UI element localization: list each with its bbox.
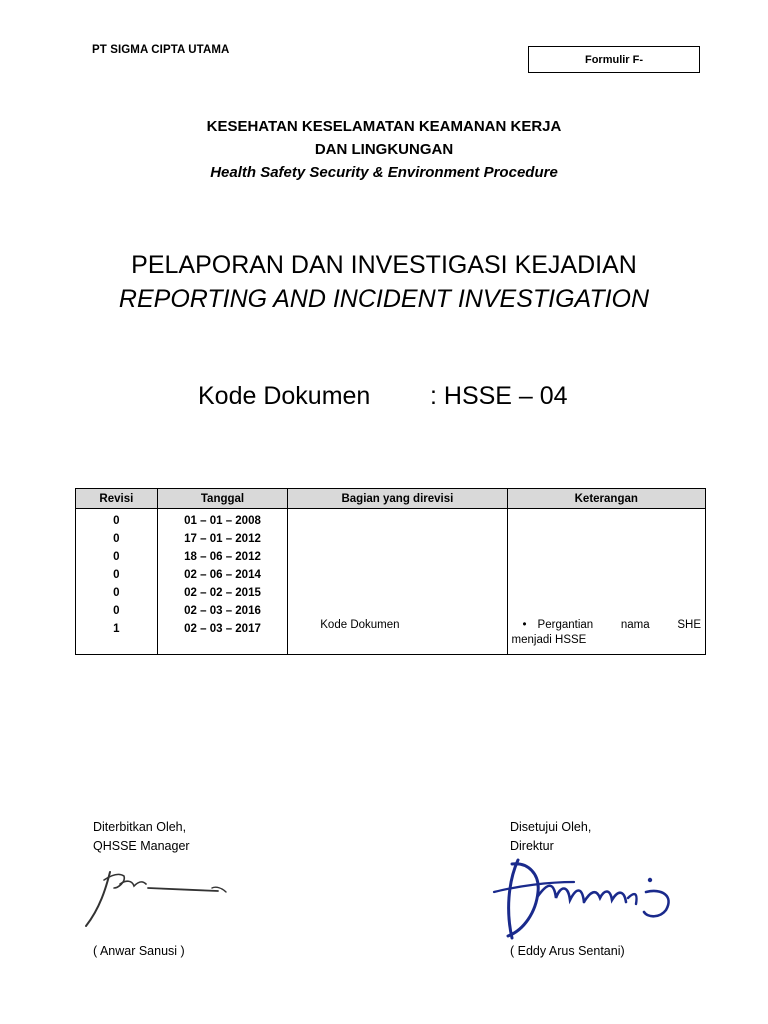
header-tanggal: Tanggal [157,489,288,509]
revision-date: 02 – 03 – 2016 [184,605,261,617]
revision-number: 0 [113,587,120,599]
note-cell [507,509,705,655]
issued-by-role: QHSSE Manager [93,839,190,853]
table-row [76,509,706,655]
bullet-icon: • [522,619,527,631]
revision-number: 0 [113,551,120,563]
revision-date: 02 – 06 – 2014 [184,569,261,581]
revision-date: 01 – 01 – 2008 [184,515,261,527]
revision-table-header [76,489,706,509]
revision-numbers-cell [76,509,158,655]
revision-number: 0 [113,533,120,545]
document-code-label: Kode Dokumen [198,382,371,410]
header-bagian: Bagian yang direvisi [288,489,507,509]
heading-line-2: DAN LINGKUNGAN [314,141,454,158]
issuer-signature [80,858,240,930]
note-line-1: Pergantian nama SHE [537,619,701,631]
procedure-heading [0,115,768,184]
revision-date: 02 – 02 – 2015 [184,587,261,599]
document-code [198,382,568,411]
revision-date: 02 – 03 – 2017 [184,623,261,635]
issued-by-label: Diterbitkan Oleh, [93,820,187,834]
document-title [0,248,768,316]
heading-line-english: Health Safety Security & Environment Procedure [210,164,558,181]
approved-by-label: Disetujui Oleh, [510,820,592,834]
revision-date: 17 – 01 – 2012 [184,533,261,545]
revision-number: 0 [113,515,120,527]
header-keterangan: Keterangan [507,489,705,509]
approved-by-role: Direktur [510,839,554,853]
note-item [512,616,701,634]
header-revisi: Revisi [76,489,158,509]
revision-number: 1 [113,623,120,635]
revision-date: 18 – 06 – 2012 [184,551,261,563]
issued-by-block [93,818,190,856]
form-number-label: Formulir F- [584,53,644,66]
revised-part: Kode Dokumen [320,619,400,631]
issuer-name: ( Anwar Sanusi ) [93,944,185,958]
title-english: REPORTING AND INCIDENT INVESTIGATION [118,285,650,313]
revision-number: 0 [113,605,120,617]
note-line-2: menjadi HSSE [511,634,587,646]
revised-part-cell [288,509,507,655]
revision-dates-cell [157,509,288,655]
revision-number: 0 [113,569,120,581]
revision-table [75,488,706,655]
company-name: PT SIGMA CIPTA UTAMA [92,44,230,56]
approved-by-block [510,818,591,856]
approver-signature [478,852,698,948]
title-indonesian: PELAPORAN DAN INVESTIGASI KEJADIAN [131,251,637,279]
approver-name: ( Eddy Arus Sentani) [510,944,625,958]
heading-line-1: KESEHATAN KESELAMATAN KEAMANAN KERJA [206,118,562,135]
document-code-value: : HSSE – 04 [430,382,568,410]
form-number-box [528,46,700,73]
